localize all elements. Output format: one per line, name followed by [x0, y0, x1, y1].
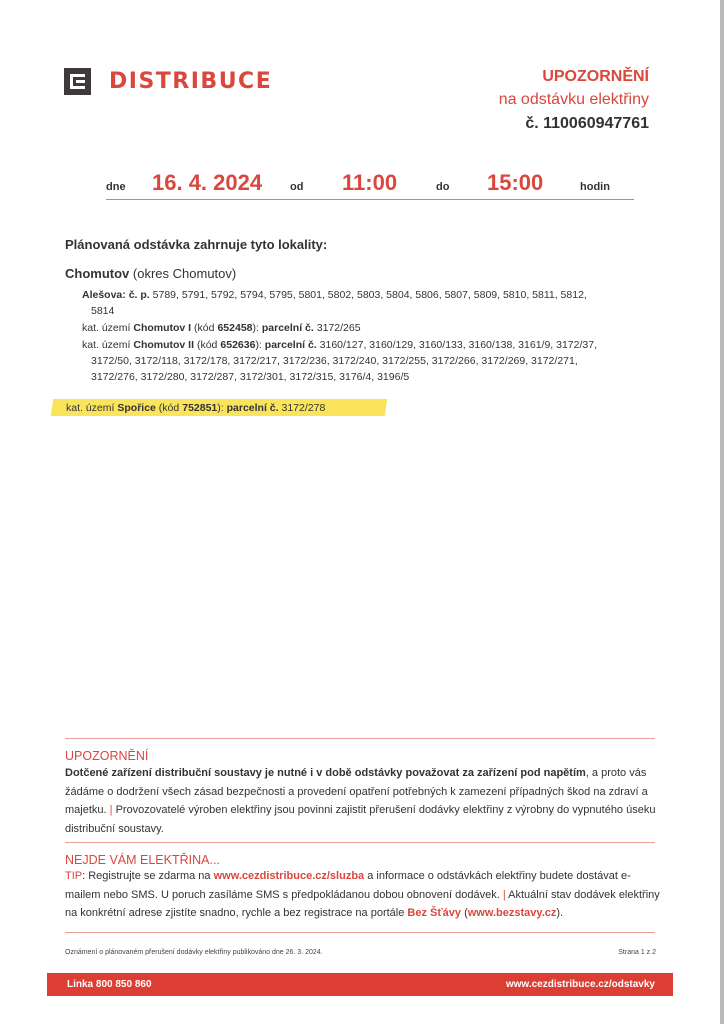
divider	[65, 738, 655, 739]
footer-bar	[47, 973, 673, 996]
notice-subtitle: na odstávku elektřiny	[498, 91, 649, 108]
warning-bold: Dotčené zařízení distribuční soustavy je nutné i v době odstávky považovat za zařízení pod napětím	[65, 767, 586, 779]
house-numbers: 5789, 5791, 5792, 5794, 5795, 5801, 5802, 5803, 5804, 5806, 5807, 5809, 5810, 5811, 5812,	[152, 289, 587, 301]
parcel-numbers-cont: 3172/276, 3172/280, 3172/287, 3172/301, 3172/315, 3176/4, 3196/5	[91, 371, 410, 383]
street-name: Alešova:	[82, 289, 126, 301]
to-label: do	[436, 181, 450, 193]
paren-close: ).	[556, 907, 564, 919]
parcel-label: parcelní č.	[226, 402, 279, 414]
outage-end-time: 15:00	[487, 170, 544, 195]
portal-name[interactable]: Bez Šťávy	[407, 907, 461, 919]
cadastral-code: 652458	[217, 322, 253, 334]
tip-text-3: Aktuální stav dodávek elektřiny na konkrétní adrese zjistíte snadno, rychle a bez registrace na portále	[65, 888, 660, 919]
parcel-numbers: 3160/127, 3160/129, 3160/133, 3160/138, 3161/9, 3172/37,	[319, 339, 597, 351]
town	[65, 266, 236, 281]
parcel-numbers: 3172/278	[281, 402, 326, 414]
hours-label: hodin	[580, 181, 610, 193]
cez-logo-icon	[64, 68, 91, 95]
page-number: Strana 1 z 2	[618, 949, 656, 956]
cadastral-code: 752851	[182, 402, 218, 414]
notice-title: UPOZORNĚNÍ	[542, 68, 649, 85]
cadastral-entry	[82, 337, 667, 385]
parcel-label: parcelní č.	[261, 322, 314, 334]
code-prefix: (kód	[194, 322, 215, 334]
code-suffix: ):	[217, 402, 224, 414]
cadastral-prefix: kat. území	[82, 339, 131, 351]
cez-distribuce-logo	[64, 68, 272, 95]
warning-text-2: Provozovatelé výroben elektřiny jsou povinni zajistit přerušení dodávky elektřiny z výrobny do vypnutého úseku distribuční soustavy.	[65, 804, 656, 835]
town-district: (okres Chomutov)	[132, 266, 237, 281]
street-entry	[82, 287, 652, 319]
outage-date: 16. 4. 2024	[152, 170, 263, 195]
cadastral-name: Chomutov I	[133, 322, 192, 334]
page-edge-shadow	[720, 0, 724, 1024]
brand-name: DISTRIBUCE	[109, 69, 273, 94]
service-link[interactable]: www.cezdistribuce.cz/sluzba	[213, 870, 365, 882]
code-prefix: (kód	[158, 402, 180, 414]
outages-website-link[interactable]: www.cezdistribuce.cz/odstavky	[505, 979, 655, 990]
cadastral-name: Spořice	[117, 402, 156, 414]
house-number-label: č. p.	[128, 289, 150, 301]
localities-heading: Plánovaná odstávka zahrnuje tyto lokality:	[65, 237, 328, 252]
from-label: od	[290, 181, 304, 193]
code-suffix: ):	[252, 322, 259, 334]
house-numbers-cont: 5814	[91, 305, 115, 317]
paren-open: (	[464, 907, 468, 919]
outage-start-time: 11:00	[342, 170, 398, 195]
notice-title-block	[499, 66, 649, 136]
cadastral-entry-highlighted	[66, 400, 325, 416]
code-suffix: ):	[255, 339, 262, 351]
divider	[65, 932, 655, 933]
parcel-numbers: 3172/265	[316, 322, 361, 334]
tip-text	[65, 867, 660, 923]
publication-note: Oznámení o plánovaném přerušení dodávky elektřiny publikováno dne 26. 3. 2024.	[65, 949, 323, 956]
date-label: dne	[106, 181, 126, 193]
tip-text-1: : Registrujte se zdarma na	[82, 870, 211, 882]
outage-schedule	[106, 172, 634, 200]
cadastral-prefix: kat. území	[82, 322, 131, 334]
cadastral-code: 652636	[220, 339, 256, 351]
warning-text	[65, 764, 660, 838]
notice-number: č. 110060947761	[525, 115, 649, 132]
warning-text-1: , a proto vás žádáme o dodržení všech zásad bezpečnosti a provedení opatření potřebných k zamezení případných škod na zdraví a majetku.	[65, 767, 648, 816]
cadastral-entry	[82, 320, 662, 336]
parcel-label: parcelní č.	[264, 339, 317, 351]
separator: |	[109, 804, 113, 816]
town-name: Chomutov	[65, 266, 130, 281]
tip-title: NEJDE VÁM ELEKTŘINA...	[65, 853, 220, 867]
divider	[65, 842, 655, 843]
code-prefix: (kód	[196, 339, 218, 351]
parcel-numbers-cont: 3172/50, 3172/118, 3172/178, 3172/217, 3172/236, 3172/240, 3172/255, 3172/266, 3172/269, 3172/271,	[91, 355, 578, 367]
separator: |	[502, 888, 506, 901]
tip-label: TIP	[65, 870, 83, 882]
warning-title: UPOZORNĚNÍ	[65, 749, 149, 763]
hotline[interactable]: Linka 800 850 860	[67, 979, 152, 990]
tip-text-2: a informace o odstávkách elektřiny budete dostávat e-mailem nebo SMS. U poruch zasíláme SMS s předpokládanou dobou obnovení dodávek.	[65, 870, 631, 901]
cadastral-name: Chomutov II	[133, 339, 195, 351]
bezstavy-link[interactable]: www.bezstavy.cz	[467, 907, 557, 919]
cadastral-prefix: kat. území	[66, 402, 115, 414]
